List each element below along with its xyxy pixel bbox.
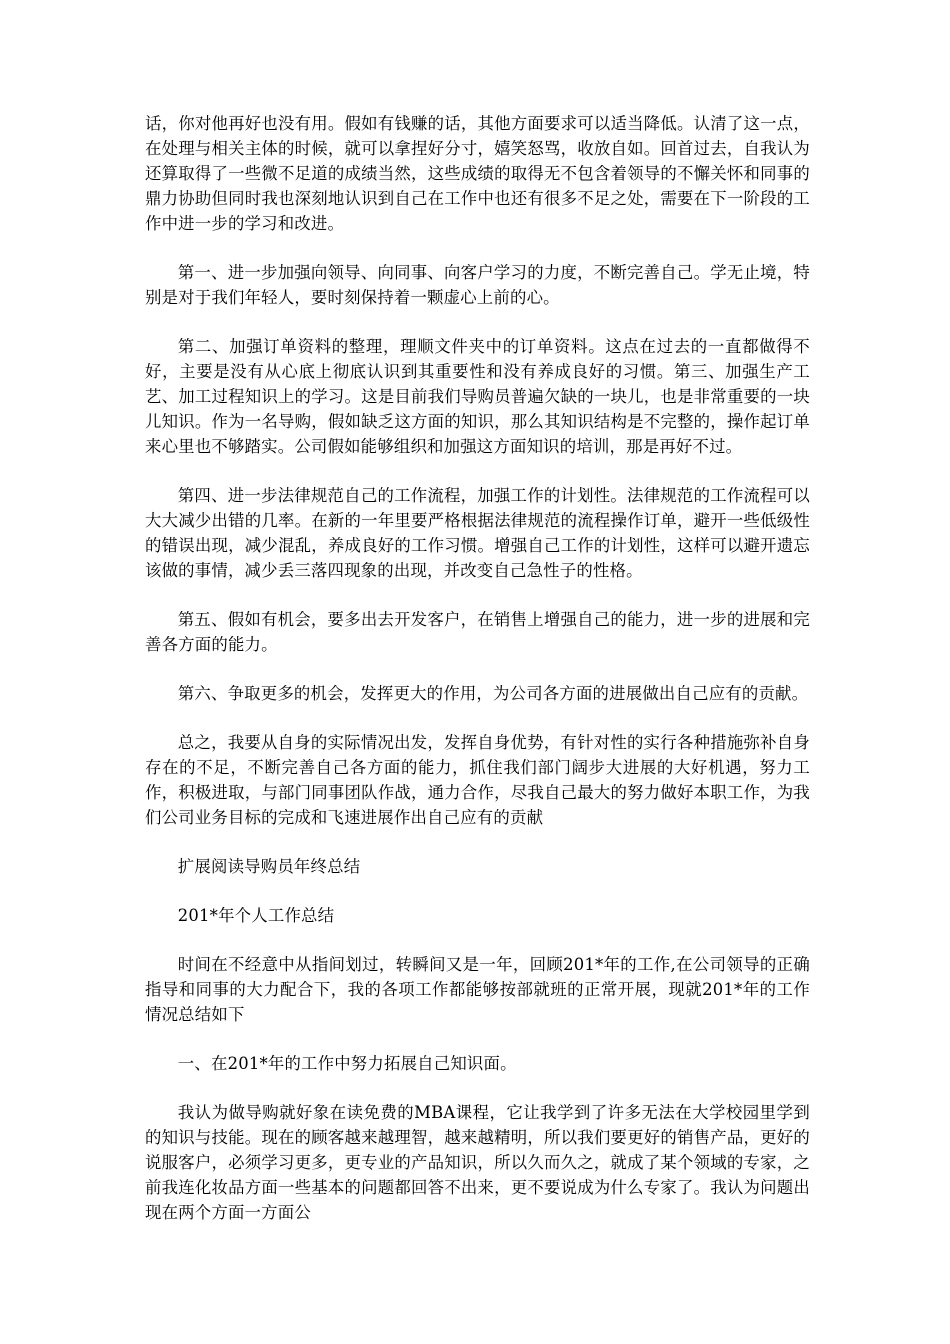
- paragraph-intro: 时间在不经意中从指间划过，转瞬间又是一年，回顾201*年的工作,在公司领导的正确指导和同事的大力配合下，我的各项工作都能够按部就班的正常开展，现就201*年的工作情况总结如下: [145, 955, 810, 1024]
- paragraph-point-five: 第五、假如有机会，要多出去开发客户，在销售上增强自己的能力，进一步的进展和完善各方面的能力。: [145, 610, 810, 654]
- document-page: [145, 111, 810, 1249]
- paragraph-conclusion: 总之，我要从自身的实际情况出发，发挥自身优势，有针对性的实行各种措施弥补自身存在的不足，不断完善自己各方面的能力，抓住我们部门阔步大进展的大好机遇，努力工作，积极进取，与部门同事团队作战，通力合作，尽我自己最大的努力做好本职工作，为我们公司业务目标的完成和飞速进展作出自己应有的贡献: [145, 733, 810, 827]
- paragraph-heading-one: 一、在201*年的工作中努力拓展自己知识面。: [177, 1054, 517, 1073]
- extended-reading-heading: 扩展阅读导购员年终总结: [177, 857, 361, 876]
- paragraph-point-six: 第六、争取更多的机会，发挥更大的作用，为公司各方面的进展做出自己应有的贡献。: [177, 684, 809, 703]
- paragraph-continuation: 话，你对他再好也没有用。假如有钱赚的话，其他方面要求可以适当降低。认清了这一点，在处理与相关主体的时候，就可以拿捏好分寸，嬉笑怒骂，收放自如。回首过去，自我认为还算取得了一些微不足道的成绩当然，这些成绩的取得无不包含着领导的不懈关怀和同事的鼎力协助但同时我也深刻地认识到自己在工作中也还有很多不足之处，需要在下一阶段的工作中进一步的学习和改进。: [145, 114, 810, 233]
- section-title: 201*年个人工作总结: [177, 906, 335, 925]
- paragraph-point-four: 第四、进一步法律规范自己的工作流程，加强工作的计划性。法律规范的工作流程可以大大减少出错的几率。在新的一年里要严格根据法律规范的流程操作订单，避开一些低级性的错误出现，减少混乱，养成良好的工作习惯。增强自己工作的计划性，这样可以避开遗忘该做的事情，减少丢三落四现象的出现，并改变自己急性子的性格。: [145, 486, 810, 580]
- paragraph-body: 我认为做导购就好象在读免费的MBA课程，它让我学到了许多无法在大学校园里学到的知识与技能。现在的顾客越来越理智，越来越精明，所以我们要更好的销售产品，更好的说服客户，必须学习更多，更专业的产品知识，所以久而久之，就成了某个领域的专家，之前我连化妆品方面一些基本的问题都回答不出来，更不要说成为什么专家了。我认为问题出现在两个方面一方面公: [145, 1103, 810, 1222]
- paragraph-point-one: 第一、进一步加强向领导、向同事、向客户学习的力度，不断完善自己。学无止境，特别是对于我们年轻人，要时刻保持着一颗虚心上前的心。: [145, 263, 810, 307]
- paragraph-point-two-three: 第二、加强订单资料的整理，理顺文件夹中的订单资料。这点在过去的一直都做得不好，主要是没有从心底上彻底认识到其重要性和没有养成良好的习惯。第三、加强生产工艺、加工过程知识上的学习。这是目前我们导购员普遍欠缺的一块儿，也是非常重要的一块儿知识。作为一名导购，假如缺乏这方面的知识，那么其知识结构是不完整的，操作起订单来心里也不够踏实。公司假如能够组织和加强这方面知识的培训，那是再好不过。: [145, 337, 810, 456]
